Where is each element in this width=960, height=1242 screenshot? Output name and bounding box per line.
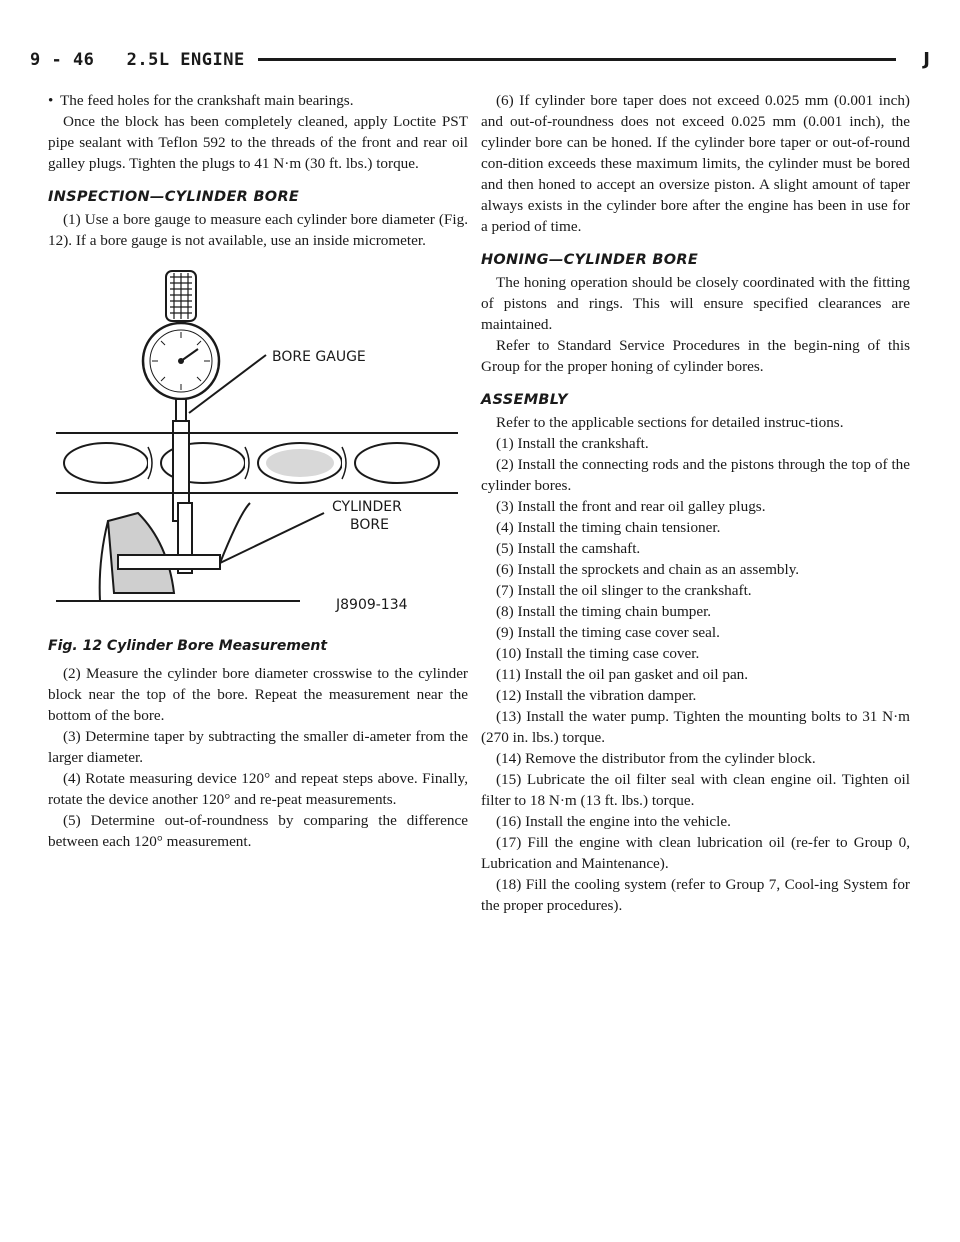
bullet-item — [48, 90, 468, 111]
assembly-step: (3) Install the front and rear oil galley plugs. — [496, 498, 766, 515]
assembly-step: (17) Fill the engine with clean lubrication oil (re-fer to Group 0, Lubrication and Maintenance). — [481, 834, 910, 872]
assembly-step: (9) Install the timing case cover seal. — [496, 624, 720, 641]
bore-gauge-illustration — [48, 263, 468, 633]
header-rule — [258, 58, 896, 61]
assembly-step: (15) Lubricate the oil filter seal with clean engine oil. Tighten oil filter to 18 N·m (13 ft. lbs.) torque. — [481, 771, 910, 809]
label-bore: BORE — [350, 517, 389, 533]
bullet-text: The feed holes for the crankshaft main bearings. — [60, 92, 354, 109]
page-reference: 9 - 46 2.5L ENGINE — [30, 50, 245, 70]
step-6: (6) If cylinder bore taper does not exceed 0.025 mm (0.001 inch) and out-of-roundness does not exceed 0.025 mm (0.001 inch), the cylinder bore can be honed. If the cylinder bore taper or out-of-round con-dition exceeds these maximum limits, the cylinder must be bored and then honed to accept an oversize piston. A slight amount of taper always exists in the cylinder bore after the engine has been in use for a period of time. — [481, 92, 910, 235]
assembly-step: (1) Install the crankshaft. — [496, 435, 649, 452]
assembly-step: (13) Install the water pump. Tighten the mounting bolts to 31 N·m (270 in. lbs.) torque. — [481, 708, 910, 746]
assembly-step: (5) Install the camshaft. — [496, 540, 641, 557]
assembly-step: (7) Install the oil slinger to the crankshaft. — [496, 582, 752, 599]
figure-caption: Fig. 12 Cylinder Bore Measurement — [48, 638, 328, 654]
section-letter: J — [923, 49, 930, 70]
step-1: (1) Use a bore gauge to measure each cylinder bore diameter (Fig. 12). If a bore gauge is not available, use an inside micrometer. — [48, 211, 468, 249]
honing-paragraph-2: Refer to Standard Service Procedures in the begin-ning of this Group for the proper honing of cylinder bores. — [481, 337, 910, 375]
assembly-step: (6) Install the sprockets and chain as an assembly. — [496, 561, 800, 578]
assembly-step: (14) Remove the distributor from the cylinder block. — [496, 750, 816, 767]
label-cylinder: CYLINDER — [332, 499, 402, 515]
heading-honing: HONING—CYLINDER BORE — [481, 252, 699, 268]
heading-inspection: INSPECTION—CYLINDER BORE — [48, 189, 300, 205]
step-3: (3) Determine taper by subtracting the smaller di-ameter from the larger diameter. — [48, 728, 468, 766]
page-header — [30, 46, 930, 74]
step-5: (5) Determine out-of-roundness by comparing the difference between each 120° measurement. — [48, 812, 468, 850]
right-column — [481, 90, 910, 916]
figure-cylinder-bore-measurement — [48, 263, 468, 633]
assembly-intro: Refer to the applicable sections for detailed instruc-tions. — [496, 414, 844, 431]
assembly-step: (2) Install the connecting rods and the pistons through the top of the cylinder bores. — [481, 456, 910, 494]
figure-code: J8909-134 — [336, 597, 408, 613]
assembly-step: (8) Install the timing chain bumper. — [496, 603, 712, 620]
cleaning-paragraph: Once the block has been completely cleaned, apply Loctite PST pipe sealant with Teflon 592 to the threads of the front and rear oil galley plugs. Tighten the plugs to 41 N·m (30 ft. lbs.) torque. — [48, 113, 468, 172]
heading-assembly: ASSEMBLY — [481, 392, 568, 408]
left-column — [48, 90, 468, 852]
assembly-step: (18) Fill the cooling system (refer to Group 7, Cool-ing System for the proper procedures). — [481, 876, 910, 914]
label-bore-gauge: BORE GAUGE — [272, 349, 366, 365]
honing-paragraph-1: The honing operation should be closely coordinated with the fitting of pistons and rings. This will ensure specified clearances are maintained. — [481, 274, 910, 333]
bullet-icon: • — [48, 92, 54, 109]
assembly-step: (10) Install the timing case cover. — [496, 645, 700, 662]
assembly-step: (11) Install the oil pan gasket and oil pan. — [496, 666, 749, 683]
step-2: (2) Measure the cylinder bore diameter crosswise to the cylinder block near the top of the bore. Repeat the measurement near the bottom of the bore. — [48, 665, 468, 724]
assembly-step: (16) Install the engine into the vehicle. — [496, 813, 731, 830]
assembly-step: (4) Install the timing chain tensioner. — [496, 519, 721, 536]
step-4: (4) Rotate measuring device 120° and repeat steps above. Finally, rotate the device another 120° and re-peat measurements. — [48, 770, 468, 808]
assembly-step: (12) Install the vibration damper. — [496, 687, 697, 704]
